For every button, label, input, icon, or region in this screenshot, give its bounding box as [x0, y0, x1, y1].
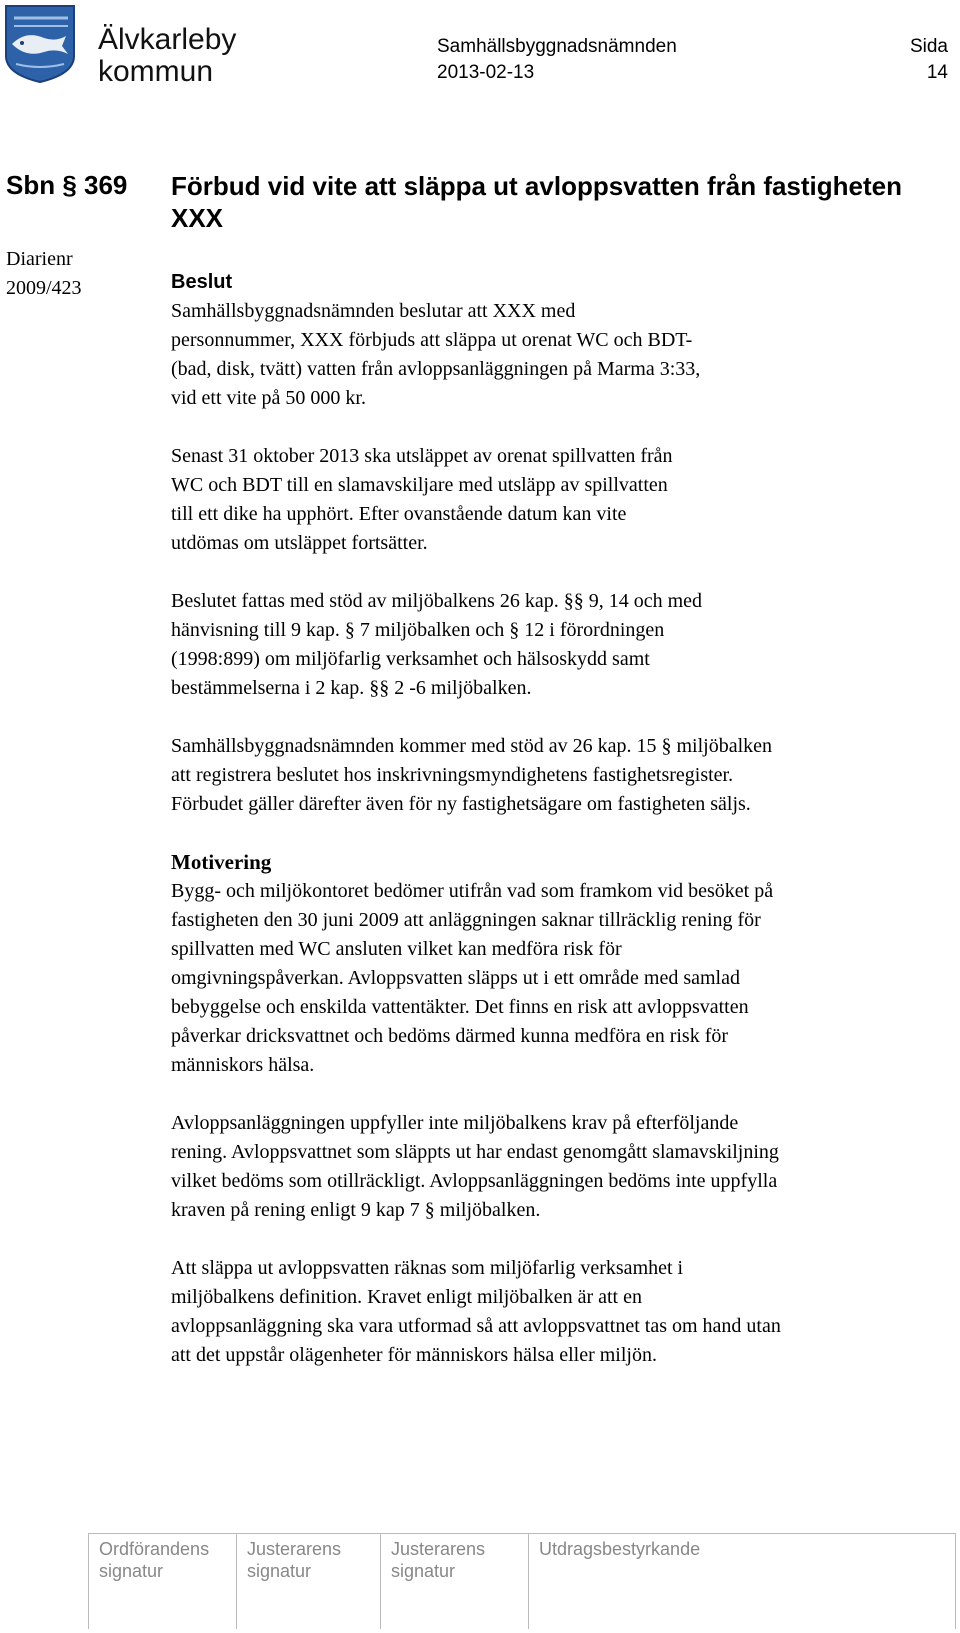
municipality-logo: [4, 4, 78, 84]
page-label: Sida: [909, 36, 948, 57]
motivering-heading: Motivering: [171, 850, 272, 874]
motivering-paragraph: Bygg- och miljökontoret bedömer utifrån vad som framkom vid besöket på fastigheten den 30 juni 2009 att anläggningen saknar tillräcklig rening för spillvatten med WC ansluten vilket kan medföra risk för omgivningspåverkan. Avloppsvatten släpps ut i ett område med samlad bebyggelse och enskilda vattentäkter. Det finns en risk att avloppsvatten påverkar dricksvattnet och bedöms därmed kunna medföra en risk för människors hälsa.: [171, 880, 774, 1076]
signature-cell-subtitle: signatur: [247, 1561, 312, 1581]
fish-crest-icon: [4, 4, 78, 84]
signature-cell-chair: [88, 1533, 236, 1629]
diarie-number: 2009/423: [6, 277, 82, 299]
case-title: Förbud vid vite att släppa ut avloppsvatten från fastigheten XXX: [171, 171, 902, 233]
beslut-paragraph: Samhällsbyggnadsnämnden kommer med stöd av 26 kap. 15 § miljöbalken att registrera beslutet hos inskrivningsmyndighetens fastighetsregister. Förbudet gäller därefter även för ny fastighetsägare om fastigheten säljs.: [171, 735, 773, 815]
signature-cell-certification: [528, 1533, 956, 1629]
signature-table: [88, 1533, 956, 1629]
signature-cell-title: Ordförandens: [99, 1539, 210, 1559]
signature-cell-adjuster-1: [236, 1533, 380, 1629]
committee-name: Samhällsbyggnadsnämnden: [437, 36, 677, 57]
meeting-date: 2013-02-13: [437, 62, 535, 83]
beslut-paragraph: Beslutet fattas med stöd av miljöbalkens 26 kap. §§ 9, 14 och med hänvisning till 9 kap. § 7 miljöbalken och § 12 i förordningen (1998:899) om miljöfarlig verksamhet och hälsoskydd samt bestämmelserna i 2 kap. §§ 2 -6 miljöbalken.: [171, 590, 703, 699]
motivering-paragraph: Avloppsanläggningen uppfyller inte miljöbalkens krav på efterföljande rening. Avloppsvattnet som släppts ut har endast genomgått slamavskiljning vilket bedöms som otillräckligt. Avloppsanläggningen bedöms inte uppfylla kraven på rening enligt 9 kap 7 § miljöbalken.: [171, 1112, 779, 1221]
beslut-paragraph: Samhällsbyggnadsnämnden beslutar att XXX med personnummer, XXX förbjuds att släppa ut orenat WC och BDT- (bad, disk, tvätt) vatten från avloppsanläggningen på Marma 3:33, vid ett vite på 50 000 kr.: [171, 300, 701, 409]
signature-cell-subtitle: signatur: [391, 1561, 456, 1581]
signature-cell-title: Utdragsbestyrkande: [539, 1539, 701, 1559]
municipality-name: [98, 24, 236, 88]
paragraph-number: Sbn § 369: [6, 170, 128, 200]
diarie-label: Diarienr: [6, 248, 73, 270]
page-number: 14: [926, 62, 948, 83]
beslut-paragraph: Senast 31 oktober 2013 ska utsläppet av orenat spillvatten från WC och BDT till en slamavskiljare med utsläpp av spillvatten till ett dike ha upphört. Efter ovanstående datum kan vite utdömas om utsläppet fortsätter.: [171, 445, 673, 554]
document-body: [171, 268, 951, 1399]
municipality-line1: Älvkarleby: [98, 23, 237, 56]
signature-cell-title: Justerarens: [391, 1539, 486, 1559]
municipality-line2: kommun: [98, 55, 214, 88]
beslut-heading: Beslut: [171, 271, 233, 293]
signature-cell-subtitle: signatur: [99, 1561, 164, 1581]
motivering-paragraph: Att släppa ut avloppsvatten räknas som miljöfarlig verksamhet i miljöbalkens definition. Kravet enligt miljöbalken är att en avloppsanläggning ska vara utformad så att avloppsvattnet tas om hand utan att det uppstår olägenheter för människors hälsa eller miljön.: [171, 1257, 781, 1366]
signature-cell-title: Justerarens: [247, 1539, 342, 1559]
diarie-block: [6, 245, 82, 303]
signature-cell-adjuster-2: [380, 1533, 528, 1629]
